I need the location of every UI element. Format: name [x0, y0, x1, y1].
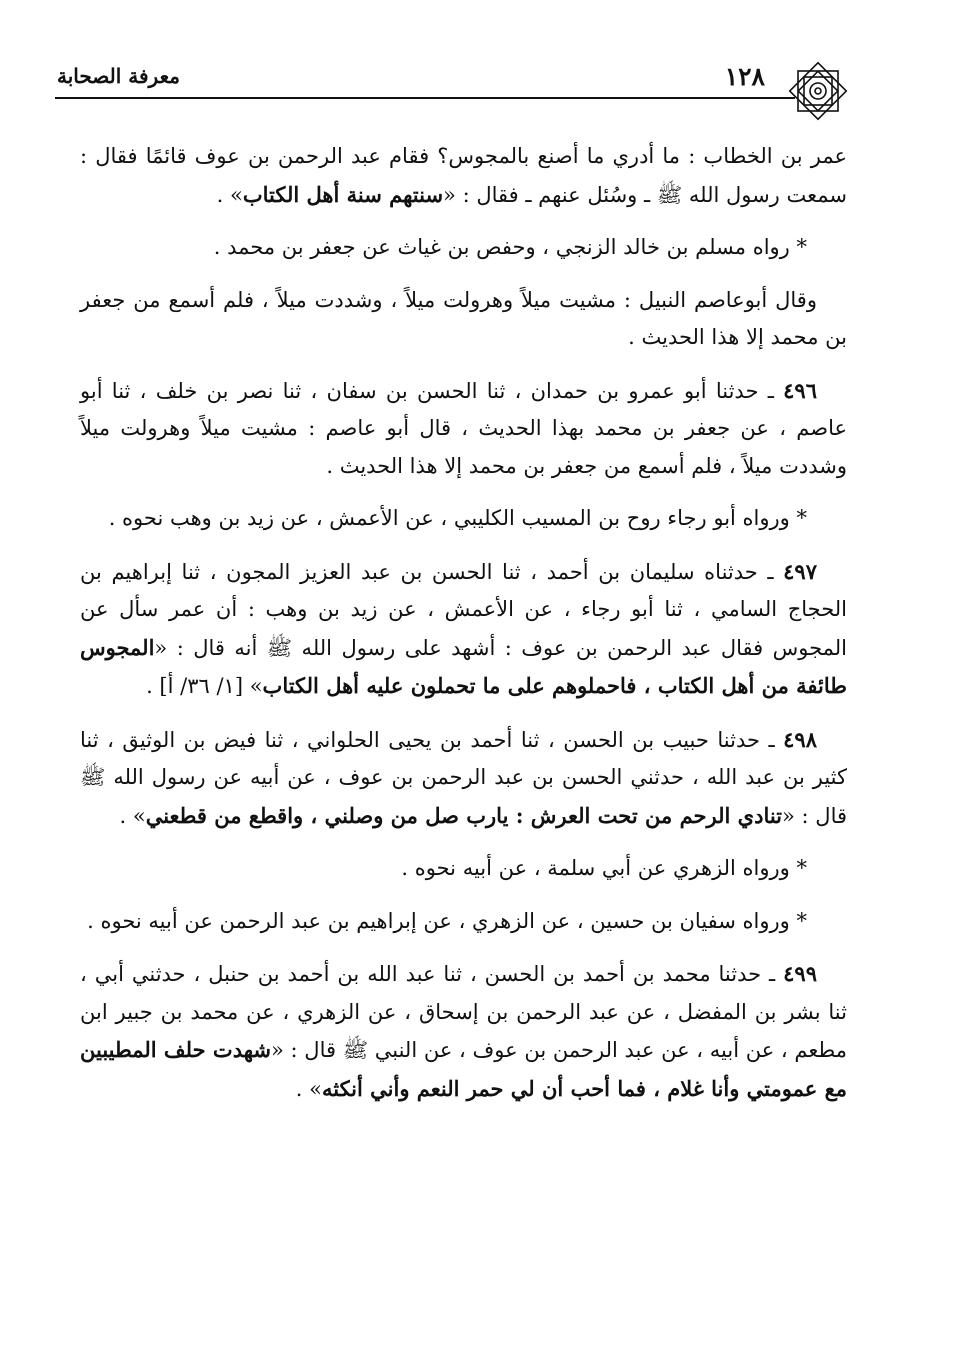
running-title: معرفة الصحابة [57, 64, 180, 88]
page-number: ١٢٨ [724, 62, 765, 91]
main-text [80, 138, 847, 1123]
hadith-number: ٤٩٩ [783, 961, 817, 986]
page-header [55, 58, 843, 98]
hadith-496 [80, 372, 847, 486]
paragraph-text: * ورواه الزهري عن أبي سلمة ، عن أبيه نحوه . [401, 856, 807, 880]
paragraph-tail: » . [295, 1076, 322, 1101]
paragraph-text: * ورواه سفيان بن حسين ، عن الزهري ، عن إبراهيم بن عبد الرحمن عن أبيه نحوه . [87, 908, 807, 933]
paragraph-tail: » . [216, 182, 243, 207]
paragraph-text: عمر بن الخطاب : ما أدري ما أصنع بالمجوس؟ فقام عبد الرحمن بن عوف قائمًا فقال : سمعت رسول الله ﷺ ـ وسُئل عنهم ـ فقال : « [80, 144, 847, 207]
header-rule [55, 97, 795, 99]
paragraph-text: * ورواه أبو رجاء روح بن المسيب الكليبي ، عن الأعمش ، عن زيد بن وهب نحوه . [108, 506, 807, 530]
narration-note [80, 903, 847, 941]
paragraph-text: وقال أبوعاصم النبيل : مشيت ميلاً وهرولت ميلاً ، وشددت ميلاً ، فلم أسمع من جعفر بن محمد إلا هذا الحديث . [80, 287, 847, 349]
paragraph-text: ـ حدثنا محمد بن أحمد بن الحسن ، ثنا عبد الله بن أحمد بن حنبل ، حدثني أبي ، ثنا بشر بن المفضل ، عن عبد الرحمن بن إسحاق ، عن الزهري ، عن محمد بن جبير ابن مطعم ، عن أبيه ، عن عبد الرحمن بن عوف ، عن النبي ﷺ قال : « [80, 962, 847, 1062]
hadith-498 [80, 721, 847, 836]
paragraph-tail: » . [119, 803, 146, 828]
hadith-quote: شهدت حلف المطيبين مع عمومتي وأنا غلام ، فما أحب أن لي حمر النعم وأني أنكثه [80, 1037, 847, 1101]
hadith-quote: المجوس طائفة من أهل الكتاب ، فاحملوهم على ما تحملون عليه أهل الكتاب [80, 634, 847, 698]
narration-note [80, 229, 847, 267]
hadith-499 [80, 955, 847, 1108]
hadith-quote: سنتهم سنة أهل الكتاب [242, 181, 444, 207]
paragraph-continuation [80, 138, 847, 214]
paragraph-text: ـ حدثنا حبيب بن الحسن ، ثنا أحمد بن يحيى الحلواني ، ثنا فيض بن الوثيق ، ثنا كثير بن عبد الله ، حدثني الحسن بن عبد الرحمن بن عوف ، عن أبيه عن رسول الله ﷺ قال : « [80, 727, 847, 828]
paragraph [80, 282, 847, 357]
hadith-number: ٤٩٨ [783, 726, 817, 752]
paragraph-text: ـ حدثناه سليمان بن أحمد ، ثنا الحسن بن عبد العزيز المجون ، ثنا إبراهيم بن الحجاج السامي ، ثنا أبو رجاء ، عن الأعمش ، عن زيد بن وهب : أن عمر سأل عن المجوس فقال عبد الرحمن بن عوف : أشهد على رسول الله ﷺ أنه قال : « [80, 559, 847, 660]
eight-point-star-ornament-icon [785, 58, 851, 124]
hadith-497 [80, 553, 847, 706]
paragraph-text: ـ حدثنا أبو عمرو بن حمدان ، ثنا الحسن بن سفان ، ثنا نصر بن خلف ، ثنا أبو عاصم ، عن جعفر بن محمد بهذا الحديث ، قال أبو عاصم : مشيت ميلاً وهرولت ميلاً وشددت ميلاً ، فلم أسمع من جعفر بن محمد إلا هذا الحديث . [80, 378, 847, 478]
paragraph-tail: » [١/ ٣٦/ أ] . [146, 674, 263, 698]
hadith-number: ٤٩٦ [783, 377, 817, 403]
hadith-quote: تنادي الرحم من تحت العرش : يارب صل من وصلني ، واقطع من قطعني [145, 802, 783, 828]
narration-note [80, 500, 847, 538]
narration-note [80, 850, 847, 888]
hadith-number: ٤٩٧ [783, 558, 817, 584]
paragraph-text: * رواه مسلم بن خالد الزنجي ، وحفص بن غياث عن جعفر بن محمد . [213, 235, 807, 259]
